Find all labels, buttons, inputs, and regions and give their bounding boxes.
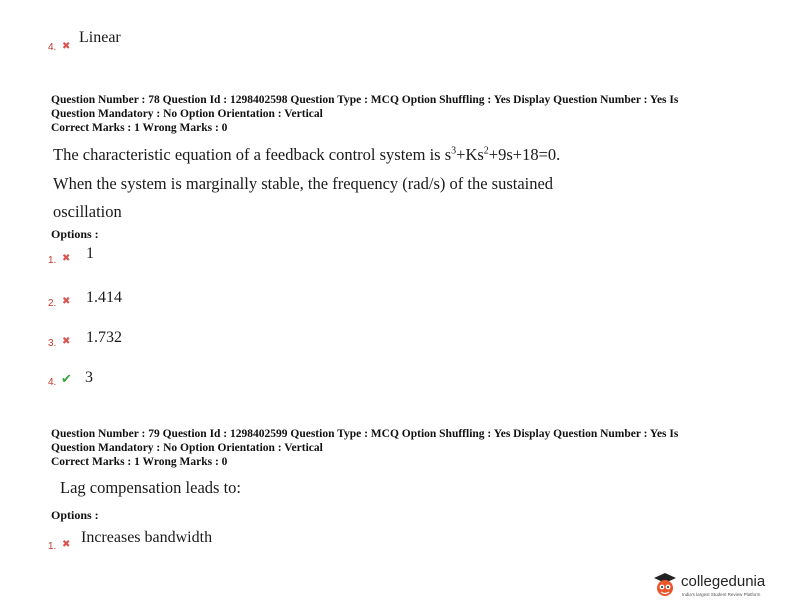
superscript: 2 <box>483 145 489 157</box>
question-meta <box>51 93 731 135</box>
question-meta-line: Question Number : 78 Question Id : 1298402598 Question Type : MCQ Option Shuffling : Yes Display Question Number : Yes Is <box>51 94 679 106</box>
option-text: Linear <box>79 29 121 46</box>
logo-tagline: India's largest Student Review Platform <box>682 592 761 597</box>
question-meta <box>51 427 731 469</box>
cross-icon: ✖ <box>62 253 71 264</box>
question-text-part: +9s+18=0. <box>488 145 561 164</box>
superscript: 3 <box>451 145 457 157</box>
question-text-line: Lag compensation leads to: <box>60 478 241 497</box>
option-text: 1.732 <box>86 329 122 346</box>
question-text-line: oscillation <box>53 202 122 221</box>
option-text: 3 <box>85 369 93 386</box>
collegedunia-logo <box>652 568 782 604</box>
cross-icon: ✖ <box>62 539 71 550</box>
options-label: Options : <box>51 508 99 522</box>
question-meta-line: Question Mandatory : No Option Orientation : Vertical <box>51 442 323 454</box>
option-text: 1.414 <box>86 289 122 306</box>
option-number: 1. <box>48 255 57 266</box>
option-number: 1. <box>48 541 57 552</box>
logo-name: collegedunia <box>681 573 766 590</box>
check-icon: ✔ <box>61 372 72 387</box>
option-number: 3. <box>48 338 57 349</box>
question-text-line: When the system is marginally stable, the frequency (rad/s) of the sustained <box>53 174 554 193</box>
cross-icon: ✖ <box>62 296 71 307</box>
question-text-line <box>53 145 560 165</box>
marks-line: Correct Marks : 1 Wrong Marks : 0 <box>51 122 228 134</box>
options-label: Options : <box>51 227 99 241</box>
graduate-icon <box>652 570 678 600</box>
question-meta-line: Question Mandatory : No Option Orientation : Vertical <box>51 108 323 120</box>
question-meta-line: Question Number : 79 Question Id : 1298402599 Question Type : MCQ Option Shuffling : Yes Display Question Number : Yes Is <box>51 428 679 440</box>
option-text: 1 <box>86 245 94 262</box>
option-number: 4. <box>48 42 57 53</box>
option-number: 2. <box>48 298 57 309</box>
question-text-part: +Ks <box>456 145 484 164</box>
question-text-part: The characteristic equation of a feedback control system is s <box>53 145 452 164</box>
marks-line: Correct Marks : 1 Wrong Marks : 0 <box>51 456 228 468</box>
cross-icon: ✖ <box>62 41 71 52</box>
cross-icon: ✖ <box>62 336 71 347</box>
option-text: Increases bandwidth <box>81 529 213 546</box>
option-number: 4. <box>48 377 57 388</box>
